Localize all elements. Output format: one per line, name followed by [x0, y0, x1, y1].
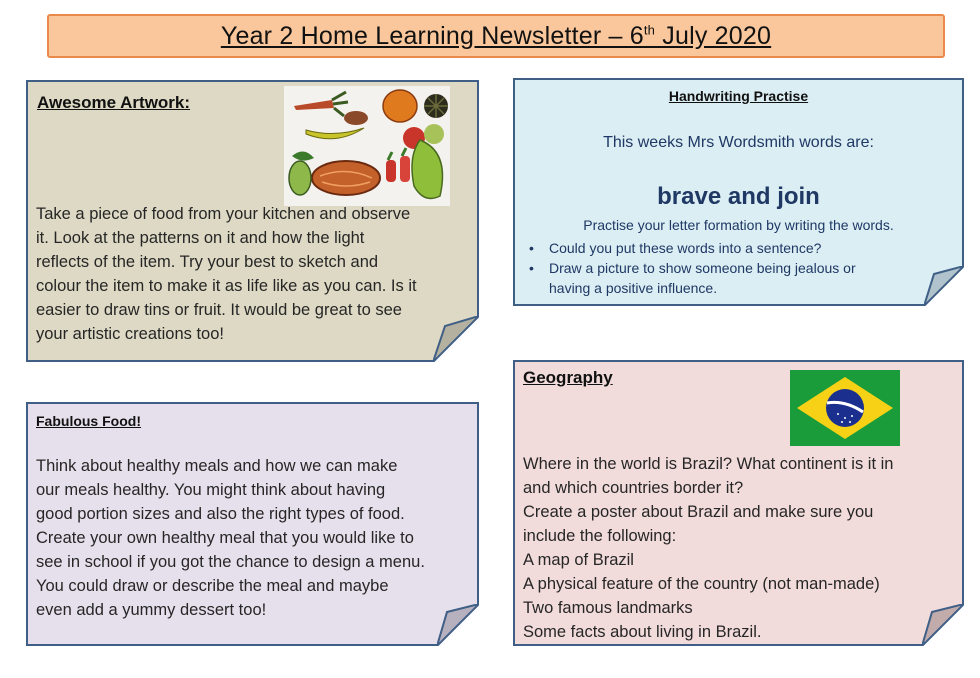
geography-card: [513, 360, 964, 646]
text-line: A physical feature of the country (not man-made): [523, 575, 880, 593]
list-item: • Draw a picture to show someone being jealous or having a positive influence.: [519, 258, 939, 298]
handwriting-instruction: Practise your letter formation by writing the words.: [583, 217, 894, 233]
handwriting-intro: This weeks Mrs Wordsmith words are:: [603, 134, 874, 151]
geography-heading: Geography: [523, 368, 613, 387]
text-line: reflects of the item. Try your best to sketch and: [36, 253, 379, 271]
page-curl-corner: [924, 266, 964, 306]
text-line: A map of Brazil: [523, 551, 634, 569]
artwork-card: [26, 80, 479, 362]
handwriting-card: [513, 78, 964, 306]
brazil-flag-image: [790, 370, 900, 446]
food-painting-image: [284, 86, 450, 206]
text-line: see in school if you got the chance to design a menu.: [36, 553, 425, 571]
page-curl-corner: [437, 604, 479, 646]
food-heading: Fabulous Food!: [36, 413, 141, 429]
text-line: Think about healthy meals and how we can make: [36, 457, 398, 475]
geography-text: [523, 452, 955, 644]
text-line: Two famous landmarks: [523, 599, 693, 617]
text-line: your artistic creations too!: [36, 325, 224, 343]
text-line: our meals healthy. You might think about having: [36, 481, 386, 499]
newsletter-banner: [47, 14, 945, 58]
artwork-heading: Awesome Artwork:: [37, 93, 191, 112]
text-line: colour the item to make it as life like as you can. Is it: [36, 277, 417, 295]
text-line: good portion sizes and also the right types of food.: [36, 505, 405, 523]
handwriting-words: brave and join: [657, 183, 820, 210]
text-line: Where in the world is Brazil? What continent is it in: [523, 455, 894, 473]
list-item: • Could you put these words into a sentence?: [519, 238, 939, 258]
text-line: easier to draw tins or fruit. It would be great to see: [36, 301, 402, 319]
text-line: and which countries border it?: [523, 479, 744, 497]
text-line: You could draw or describe the meal and maybe: [36, 577, 389, 595]
page-curl-corner: [922, 604, 964, 646]
text-line: even add a yummy dessert too!: [36, 601, 267, 619]
text-line: Some facts about living in Brazil.: [523, 623, 762, 641]
newsletter-title: Year 2 Home Learning Newsletter – 6th July 2020: [220, 21, 772, 50]
text-line: include the following:: [523, 527, 677, 545]
text-line: Create a poster about Brazil and make sure you: [523, 503, 874, 521]
artwork-text: [36, 202, 476, 346]
handwriting-heading: Handwriting Practise: [668, 88, 809, 104]
text-line: Take a piece of food from your kitchen and observe: [36, 205, 411, 223]
handwriting-bullet-list: [519, 238, 939, 298]
text-line: Create your own healthy meal that you would like to: [36, 529, 414, 547]
page-curl-corner: [433, 316, 479, 362]
food-card: [26, 402, 479, 646]
food-text: [36, 454, 476, 622]
text-line: it. Look at the patterns on it and how the light: [36, 229, 365, 247]
